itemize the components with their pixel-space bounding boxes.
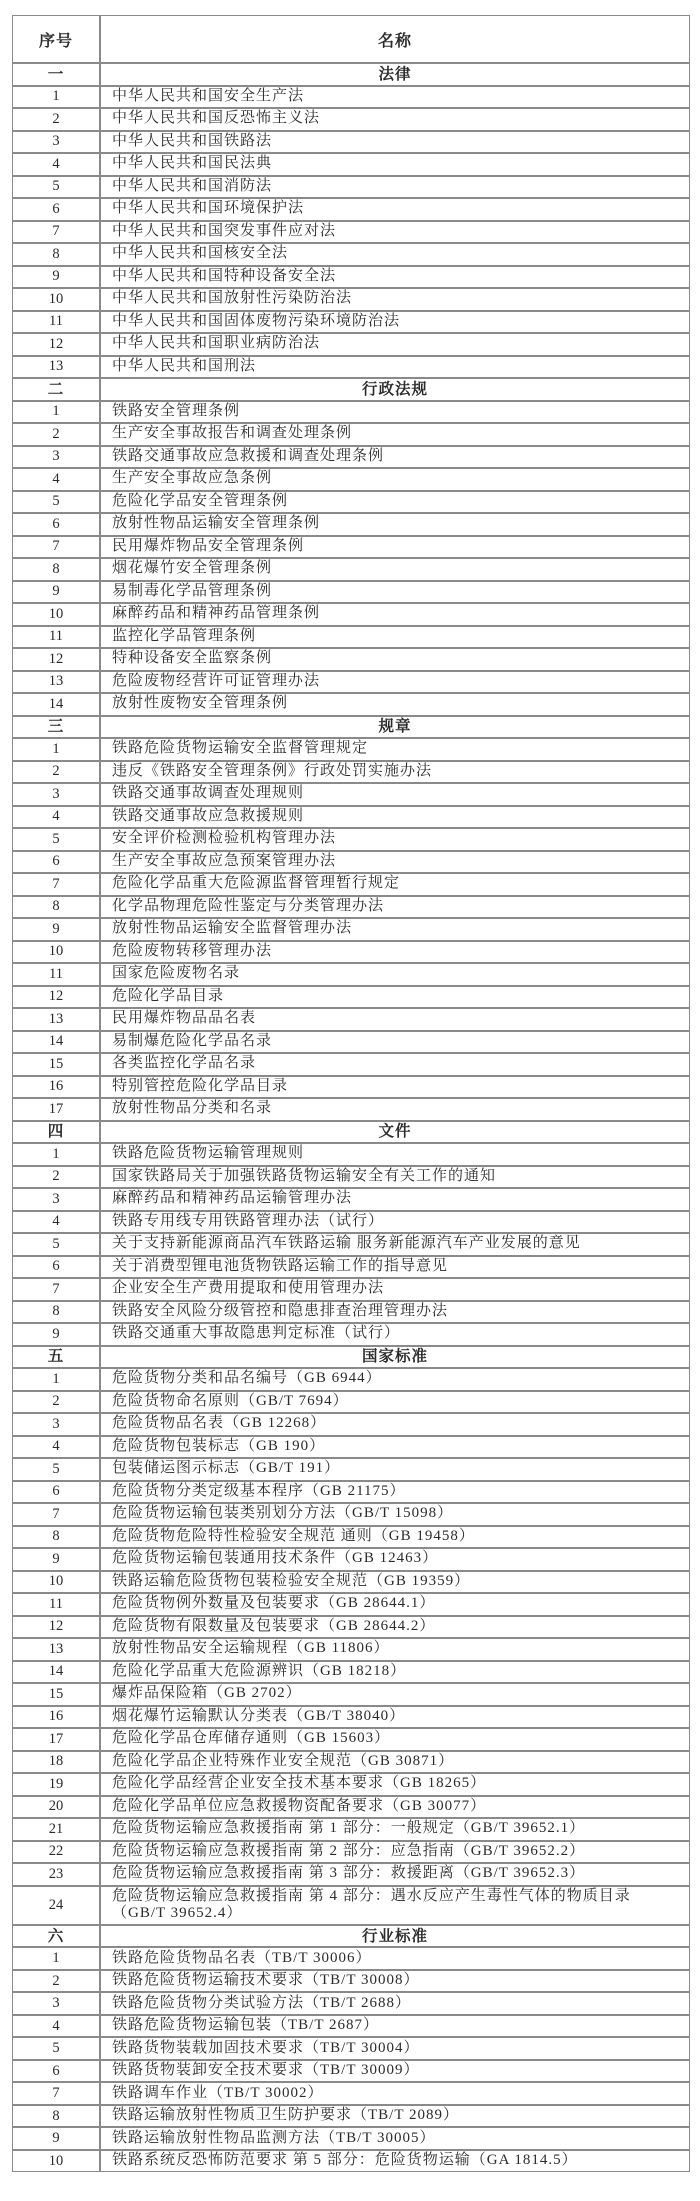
table-row xyxy=(12,626,690,649)
table-row xyxy=(12,1886,690,1925)
table-row xyxy=(12,581,690,604)
table-row xyxy=(12,1188,690,1211)
row-seq: 2 xyxy=(12,761,100,784)
table-row xyxy=(12,2060,690,2083)
row-name: 危险货物运输应急救援指南 第 4 部分：遇水反应产生毒性气体的物质目录 （GB/T 39652.4） xyxy=(100,1886,690,1925)
row-name: 危险化学品重大危险源监督管理暂行规定 xyxy=(100,873,690,896)
table-row xyxy=(12,671,690,694)
section-row xyxy=(12,716,690,739)
row-name: 各类监控化学品名录 xyxy=(100,1053,690,1076)
header-name-cell: 名称 xyxy=(100,15,690,63)
row-name: 铁路货物装卸安全技术要求（TB/T 30009） xyxy=(100,2060,690,2083)
row-seq: 1 xyxy=(12,1143,100,1166)
row-name: 化学品物理危险性鉴定与分类管理办法 xyxy=(100,896,690,919)
row-name: 生产安全事故应急预案管理办法 xyxy=(100,851,690,874)
row-name: 铁路系统反恐怖防范要求 第 5 部分：危险货物运输（GA 1814.5） xyxy=(100,2150,690,2173)
table-row xyxy=(12,1301,690,1324)
section-title: 行业标准 xyxy=(100,1925,690,1948)
row-name: 铁路危险货物运输技术要求（TB/T 30008） xyxy=(100,1970,690,1993)
section-title: 文件 xyxy=(100,1121,690,1144)
row-seq: 7 xyxy=(12,873,100,896)
row-seq: 16 xyxy=(12,1076,100,1099)
row-seq: 17 xyxy=(12,1728,100,1751)
row-name: 危险货物运输应急救援指南 第 3 部分：救援距离（GB/T 39652.3） xyxy=(100,1863,690,1886)
row-name: 危险化学品重大危险源辨识（GB 18218） xyxy=(100,1661,690,1684)
table-row xyxy=(12,693,690,716)
row-name: 烟花爆竹运输默认分类表（GB/T 38040） xyxy=(100,1706,690,1729)
row-name: 生产安全事故报告和调查处理条例 xyxy=(100,423,690,446)
row-seq: 8 xyxy=(12,1526,100,1549)
table-row xyxy=(12,2082,690,2105)
row-name: 爆炸品保险箱（GB 2702） xyxy=(100,1683,690,1706)
table-row xyxy=(12,558,690,581)
row-name: 危险货物运输包装类别划分方法（GB/T 15098） xyxy=(100,1503,690,1526)
row-seq: 19 xyxy=(12,1773,100,1796)
row-name: 危险化学品单位应急救援物资配备要求（GB 30077） xyxy=(100,1796,690,1819)
row-seq: 23 xyxy=(12,1863,100,1886)
row-seq: 4 xyxy=(12,1211,100,1234)
row-seq: 12 xyxy=(12,1616,100,1639)
table-row xyxy=(12,1706,690,1729)
section-title: 规章 xyxy=(100,716,690,739)
row-seq: 10 xyxy=(12,603,100,626)
row-seq: 1 xyxy=(12,1368,100,1391)
table-row xyxy=(12,1233,690,1256)
table-row xyxy=(12,1458,690,1481)
row-name: 铁路危险货物运输包装（TB/T 2687） xyxy=(100,2015,690,2038)
row-seq: 2 xyxy=(12,1391,100,1414)
row-seq: 12 xyxy=(12,333,100,356)
table-row xyxy=(12,1728,690,1751)
table-row xyxy=(12,828,690,851)
row-seq: 16 xyxy=(12,1706,100,1729)
row-name: 国家危险废物名录 xyxy=(100,963,690,986)
row-seq: 10 xyxy=(12,288,100,311)
row-name: 放射性废物安全管理条例 xyxy=(100,693,690,716)
row-seq: 9 xyxy=(12,581,100,604)
row-seq: 1 xyxy=(12,738,100,761)
row-seq: 5 xyxy=(12,491,100,514)
row-name: 中华人民共和国安全生产法 xyxy=(100,86,690,109)
row-name: 民用爆炸物品安全管理条例 xyxy=(100,536,690,559)
section-title: 行政法规 xyxy=(100,378,690,401)
row-seq: 17 xyxy=(12,1098,100,1121)
row-seq: 13 xyxy=(12,671,100,694)
row-seq: 7 xyxy=(12,536,100,559)
table-row xyxy=(12,986,690,1009)
table-row xyxy=(12,513,690,536)
row-name: 中华人民共和国突发事件应对法 xyxy=(100,221,690,244)
table-row xyxy=(12,1593,690,1616)
section-seq: 四 xyxy=(12,1121,100,1144)
row-seq: 2 xyxy=(12,423,100,446)
row-name: 国家铁路局关于加强铁路货物运输安全有关工作的通知 xyxy=(100,1166,690,1189)
row-name: 铁路交通事故调查处理规则 xyxy=(100,783,690,806)
table-row xyxy=(12,1031,690,1054)
row-name: 危险化学品企业特殊作业安全规范（GB 30871） xyxy=(100,1751,690,1774)
row-seq: 13 xyxy=(12,356,100,379)
table-row xyxy=(12,86,690,109)
row-name: 铁路交通事故应急救援规则 xyxy=(100,806,690,829)
row-name: 铁路货物装载加固技术要求（TB/T 30004） xyxy=(100,2037,690,2060)
row-name: 铁路调车作业（TB/T 30002） xyxy=(100,2082,690,2105)
row-seq: 11 xyxy=(12,626,100,649)
row-name: 危险货物运输应急救援指南 第 1 部分：一般规定（GB/T 39652.1） xyxy=(100,1818,690,1841)
table-row xyxy=(12,918,690,941)
row-seq: 4 xyxy=(12,806,100,829)
row-name: 危险货物运输包装通用技术条件（GB 12463） xyxy=(100,1548,690,1571)
row-seq: 6 xyxy=(12,2060,100,2083)
row-name: 中华人民共和国铁路法 xyxy=(100,131,690,154)
row-name: 烟花爆竹安全管理条例 xyxy=(100,558,690,581)
row-name: 危险货物有限数量及包装要求（GB 28644.2） xyxy=(100,1616,690,1639)
regulations-table xyxy=(12,15,690,2172)
row-name: 监控化学品管理条例 xyxy=(100,626,690,649)
row-name: 铁路专用线专用铁路管理办法（试行） xyxy=(100,1211,690,1234)
row-seq: 9 xyxy=(12,266,100,289)
table-row xyxy=(12,1391,690,1414)
table-row xyxy=(12,1368,690,1391)
table-row xyxy=(12,1661,690,1684)
row-seq: 14 xyxy=(12,1661,100,1684)
row-name: 铁路安全管理条例 xyxy=(100,401,690,424)
row-seq: 1 xyxy=(12,86,100,109)
table-row xyxy=(12,851,690,874)
row-name: 铁路运输放射性物质卫生防护要求（TB/T 2089） xyxy=(100,2105,690,2128)
row-name: 中华人民共和国固体废物污染环境防治法 xyxy=(100,311,690,334)
table-row xyxy=(12,648,690,671)
table-row xyxy=(12,491,690,514)
table-row xyxy=(12,1970,690,1993)
row-seq: 3 xyxy=(12,131,100,154)
table-row xyxy=(12,1211,690,1234)
table-row xyxy=(12,198,690,221)
row-seq: 10 xyxy=(12,941,100,964)
row-name: 中华人民共和国特种设备安全法 xyxy=(100,266,690,289)
row-name: 铁路运输放射性物品监测方法（TB/T 30005） xyxy=(100,2127,690,2150)
table-row xyxy=(12,131,690,154)
section-row xyxy=(12,378,690,401)
row-name: 易制爆危险化学品名录 xyxy=(100,1031,690,1054)
row-seq: 6 xyxy=(12,1481,100,1504)
section-row xyxy=(12,1925,690,1948)
row-name: 危险货物例外数量及包装要求（GB 28644.1） xyxy=(100,1593,690,1616)
row-seq: 3 xyxy=(12,1188,100,1211)
row-name: 危险货物分类和品名编号（GB 6944） xyxy=(100,1368,690,1391)
row-name: 关于消费型锂电池货物铁路运输工作的指导意见 xyxy=(100,1256,690,1279)
row-name: 特别管控危险化学品目录 xyxy=(100,1076,690,1099)
row-seq: 14 xyxy=(12,693,100,716)
table-row xyxy=(12,401,690,424)
row-name: 铁路运输危险货物包装检验安全规范（GB 19359） xyxy=(100,1571,690,1594)
table-row xyxy=(12,1773,690,1796)
row-name: 放射性物品分类和名录 xyxy=(100,1098,690,1121)
table-row xyxy=(12,1166,690,1189)
table-row xyxy=(12,1436,690,1459)
row-seq: 5 xyxy=(12,1233,100,1256)
table-row xyxy=(12,243,690,266)
row-name: 放射性物品运输安全监督管理办法 xyxy=(100,918,690,941)
row-name: 中华人民共和国消防法 xyxy=(100,176,690,199)
row-name: 危险货物品名表（GB 12268） xyxy=(100,1413,690,1436)
table-row xyxy=(12,1863,690,1886)
row-name: 中华人民共和国民法典 xyxy=(100,153,690,176)
table-row xyxy=(12,1841,690,1864)
row-seq: 7 xyxy=(12,221,100,244)
row-name: 中华人民共和国反恐怖主义法 xyxy=(100,108,690,131)
section-seq: 一 xyxy=(12,63,100,86)
row-name: 中华人民共和国核安全法 xyxy=(100,243,690,266)
row-name: 铁路危险货物运输安全监督管理规定 xyxy=(100,738,690,761)
table-row xyxy=(12,468,690,491)
row-name: 放射性物品安全运输规程（GB 11806） xyxy=(100,1638,690,1661)
row-seq: 8 xyxy=(12,1301,100,1324)
table-header-row xyxy=(12,15,690,63)
table-row xyxy=(12,2127,690,2150)
header-seq-cell: 序号 xyxy=(12,15,100,63)
row-seq: 3 xyxy=(12,1413,100,1436)
row-seq: 13 xyxy=(12,1008,100,1031)
table-row xyxy=(12,288,690,311)
table-row xyxy=(12,1256,690,1279)
row-name: 危险废物经营许可证管理办法 xyxy=(100,671,690,694)
table-row xyxy=(12,1796,690,1819)
table-row xyxy=(12,2037,690,2060)
row-seq: 9 xyxy=(12,918,100,941)
table-row xyxy=(12,176,690,199)
table-row xyxy=(12,2150,690,2173)
row-name: 易制毒化学品管理条例 xyxy=(100,581,690,604)
row-seq: 5 xyxy=(12,176,100,199)
row-seq: 13 xyxy=(12,1638,100,1661)
section-title: 国家标准 xyxy=(100,1346,690,1369)
row-seq: 8 xyxy=(12,896,100,919)
row-seq: 22 xyxy=(12,1841,100,1864)
row-seq: 11 xyxy=(12,963,100,986)
row-seq: 20 xyxy=(12,1796,100,1819)
table-row xyxy=(12,1638,690,1661)
row-seq: 6 xyxy=(12,198,100,221)
row-name: 中华人民共和国放射性污染防治法 xyxy=(100,288,690,311)
row-name: 铁路危险货物分类试验方法（TB/T 2688） xyxy=(100,1992,690,2015)
table-row xyxy=(12,423,690,446)
table-row xyxy=(12,1751,690,1774)
row-seq: 4 xyxy=(12,1436,100,1459)
row-name: 铁路交通重大事故隐患判定标准（试行） xyxy=(100,1323,690,1346)
row-seq: 12 xyxy=(12,648,100,671)
row-name: 危险货物危险特性检验安全规范 通则（GB 19458） xyxy=(100,1526,690,1549)
table-row xyxy=(12,1683,690,1706)
table-row xyxy=(12,2015,690,2038)
table-row xyxy=(12,1481,690,1504)
table-row xyxy=(12,1526,690,1549)
row-name: 危险货物运输应急救援指南 第 2 部分：应急指南（GB/T 39652.2） xyxy=(100,1841,690,1864)
table-row xyxy=(12,333,690,356)
table-row xyxy=(12,356,690,379)
row-name: 中华人民共和国职业病防治法 xyxy=(100,333,690,356)
row-seq: 3 xyxy=(12,783,100,806)
table-row xyxy=(12,1098,690,1121)
row-seq: 2 xyxy=(12,1970,100,1993)
table-row xyxy=(12,153,690,176)
row-seq: 1 xyxy=(12,1947,100,1970)
row-seq: 5 xyxy=(12,2037,100,2060)
regulations-table-body xyxy=(12,15,690,2172)
table-row xyxy=(12,783,690,806)
row-name: 违反《铁路安全管理条例》行政处罚实施办法 xyxy=(100,761,690,784)
section-row xyxy=(12,1346,690,1369)
section-row xyxy=(12,1121,690,1144)
row-name: 危险货物分类定级基本程序（GB 21175） xyxy=(100,1481,690,1504)
row-name: 关于支持新能源商品汽车铁路运输 服务新能源汽车产业发展的意见 xyxy=(100,1233,690,1256)
row-seq: 5 xyxy=(12,1458,100,1481)
table-row xyxy=(12,1413,690,1436)
table-row xyxy=(12,1503,690,1526)
row-name: 危险化学品安全管理条例 xyxy=(100,491,690,514)
table-row xyxy=(12,311,690,334)
row-seq: 7 xyxy=(12,1503,100,1526)
table-row xyxy=(12,1818,690,1841)
row-name: 麻醉药品和精神药品管理条例 xyxy=(100,603,690,626)
section-seq: 六 xyxy=(12,1925,100,1948)
row-name: 危险废物转移管理办法 xyxy=(100,941,690,964)
table-row xyxy=(12,873,690,896)
table-row xyxy=(12,896,690,919)
table-row xyxy=(12,446,690,469)
row-seq: 15 xyxy=(12,1683,100,1706)
section-seq: 五 xyxy=(12,1346,100,1369)
row-seq: 8 xyxy=(12,243,100,266)
row-name: 企业安全生产费用提取和使用管理办法 xyxy=(100,1278,690,1301)
row-name: 铁路危险货物品名表（TB/T 30006） xyxy=(100,1947,690,1970)
row-seq: 10 xyxy=(12,1571,100,1594)
row-name: 民用爆炸物品品名表 xyxy=(100,1008,690,1031)
row-seq: 5 xyxy=(12,828,100,851)
table-row xyxy=(12,1143,690,1166)
row-seq: 6 xyxy=(12,1256,100,1279)
row-seq: 1 xyxy=(12,401,100,424)
row-seq: 6 xyxy=(12,851,100,874)
row-name: 危险化学品经营企业安全技术基本要求（GB 18265） xyxy=(100,1773,690,1796)
row-seq: 9 xyxy=(12,1548,100,1571)
table-row xyxy=(12,603,690,626)
table-row xyxy=(12,1571,690,1594)
table-row xyxy=(12,1616,690,1639)
row-seq: 4 xyxy=(12,468,100,491)
row-seq: 10 xyxy=(12,2150,100,2173)
table-row xyxy=(12,1053,690,1076)
row-name: 安全评价检测检验机构管理办法 xyxy=(100,828,690,851)
row-seq: 14 xyxy=(12,1031,100,1054)
row-seq: 4 xyxy=(12,153,100,176)
row-name: 中华人民共和国环境保护法 xyxy=(100,198,690,221)
row-seq: 7 xyxy=(12,1278,100,1301)
table-row xyxy=(12,1992,690,2015)
table-row xyxy=(12,536,690,559)
row-name: 危险货物包装标志（GB 190） xyxy=(100,1436,690,1459)
row-seq: 9 xyxy=(12,2127,100,2150)
row-seq: 11 xyxy=(12,311,100,334)
row-seq: 6 xyxy=(12,513,100,536)
section-seq: 二 xyxy=(12,378,100,401)
row-seq: 3 xyxy=(12,1992,100,2015)
table-row xyxy=(12,1076,690,1099)
row-seq: 7 xyxy=(12,2082,100,2105)
table-row xyxy=(12,1323,690,1346)
row-name: 铁路危险货物运输管理规则 xyxy=(100,1143,690,1166)
table-row xyxy=(12,108,690,131)
row-seq: 8 xyxy=(12,558,100,581)
table-row xyxy=(12,1278,690,1301)
row-name: 放射性物品运输安全管理条例 xyxy=(100,513,690,536)
row-name: 危险化学品仓库储存通则（GB 15603） xyxy=(100,1728,690,1751)
row-seq: 24 xyxy=(12,1886,100,1925)
row-name: 麻醉药品和精神药品运输管理办法 xyxy=(100,1188,690,1211)
table-row xyxy=(12,1548,690,1571)
table-row xyxy=(12,738,690,761)
table-row xyxy=(12,761,690,784)
row-seq: 8 xyxy=(12,2105,100,2128)
table-row xyxy=(12,806,690,829)
table-row xyxy=(12,941,690,964)
table-row xyxy=(12,1008,690,1031)
row-name: 包装储运图示标志（GB/T 191） xyxy=(100,1458,690,1481)
table-row xyxy=(12,1947,690,1970)
row-name: 危险化学品目录 xyxy=(100,986,690,1009)
row-seq: 4 xyxy=(12,2015,100,2038)
table-row xyxy=(12,963,690,986)
row-name: 铁路交通事故应急救援和调查处理条例 xyxy=(100,446,690,469)
row-seq: 18 xyxy=(12,1751,100,1774)
row-seq: 2 xyxy=(12,1166,100,1189)
row-name: 特种设备安全监察条例 xyxy=(100,648,690,671)
section-row xyxy=(12,63,690,86)
table-row xyxy=(12,2105,690,2128)
table-row xyxy=(12,266,690,289)
row-name: 铁路安全风险分级管控和隐患排查治理管理办法 xyxy=(100,1301,690,1324)
section-title: 法律 xyxy=(100,63,690,86)
row-seq: 11 xyxy=(12,1593,100,1616)
row-seq: 2 xyxy=(12,108,100,131)
row-name: 危险货物命名原则（GB/T 7694） xyxy=(100,1391,690,1414)
row-seq: 21 xyxy=(12,1818,100,1841)
row-seq: 15 xyxy=(12,1053,100,1076)
row-seq: 9 xyxy=(12,1323,100,1346)
table-row xyxy=(12,221,690,244)
row-name: 中华人民共和国刑法 xyxy=(100,356,690,379)
row-name: 生产安全事故应急条例 xyxy=(100,468,690,491)
row-seq: 3 xyxy=(12,446,100,469)
section-seq: 三 xyxy=(12,716,100,739)
row-seq: 12 xyxy=(12,986,100,1009)
